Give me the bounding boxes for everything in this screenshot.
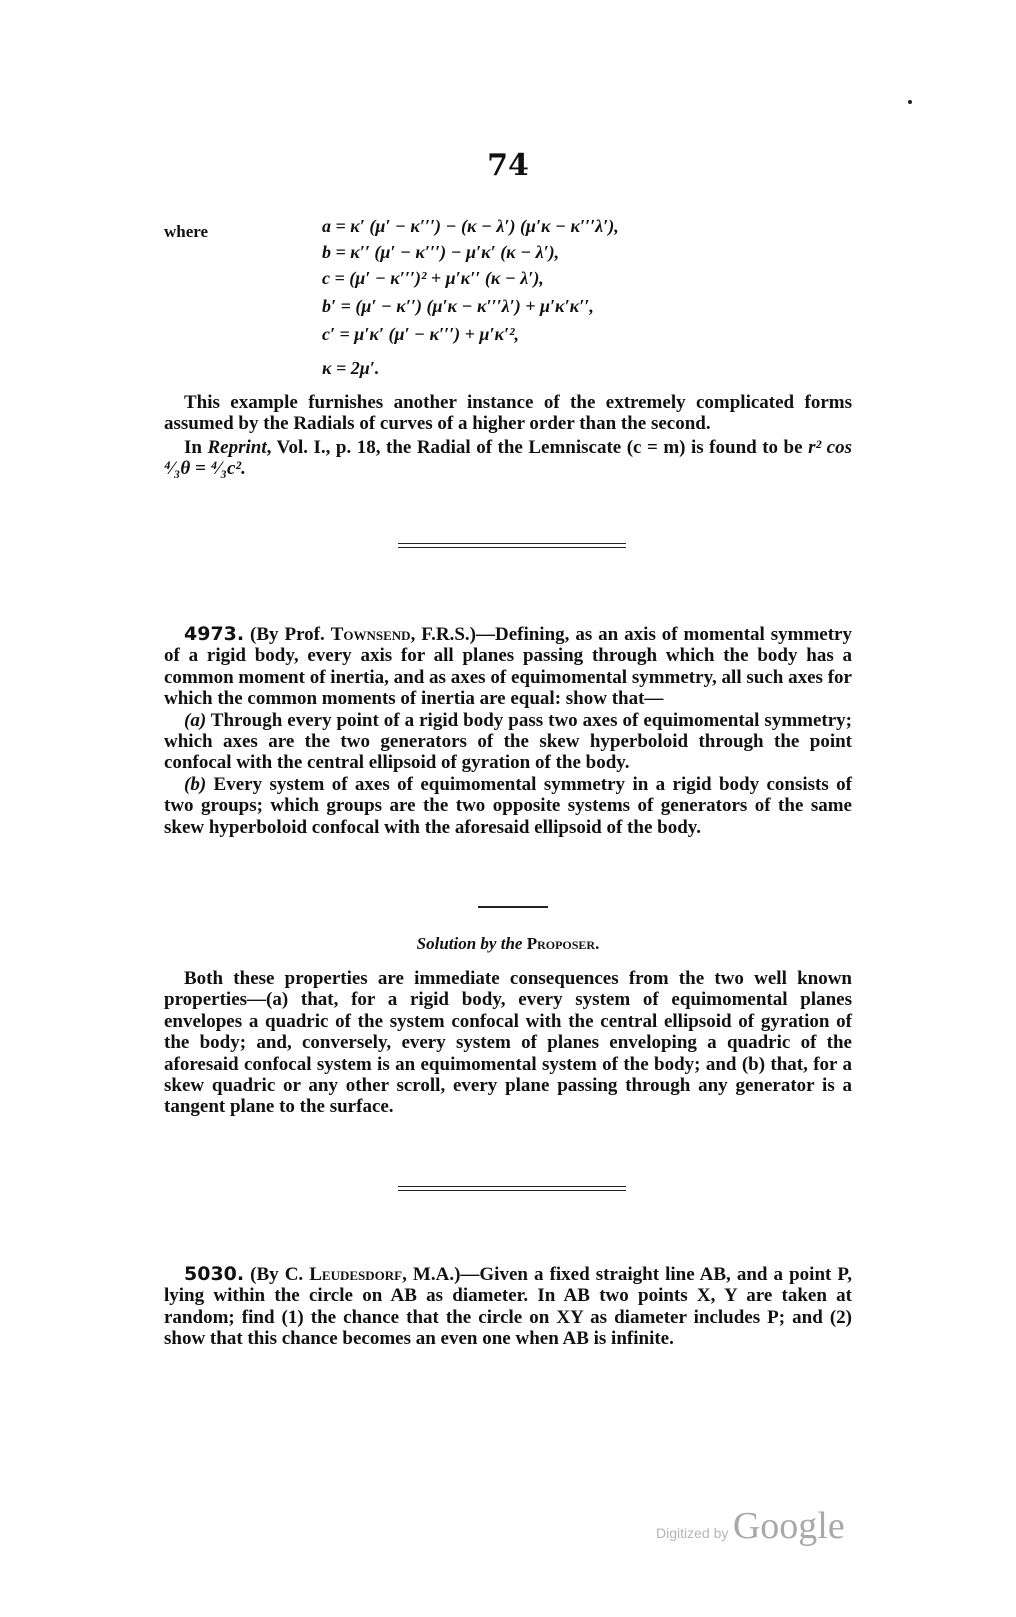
digitized-watermark [656, 1504, 845, 1548]
solution-heading [0, 934, 1016, 954]
equation-b-prime: b′ = (μ′ − κ′′) (μ′κ − κ′′′λ′) + μ′κ′κ′′, [322, 296, 594, 316]
problem-4973-author-open: (By Prof. [244, 624, 331, 645]
problem-5030-text: Given a fixed straight line AB, and a point P, lying within the circle on AB as diameter. In AB two points X, Y are taken at random; find (1) the chance that the circle on XY as diameter includes P; and (2) show that this chance becomes an even one when AB is infinite. [164, 1264, 853, 1350]
equation-c-prime: c′ = μ′κ′ (μ′ − κ′′′) + μ′κ′², [322, 324, 519, 344]
problem-5030-statement [164, 1264, 852, 1350]
watermark-logo: Google [732, 1505, 845, 1547]
problem-5030-author: Leudesdorf [309, 1264, 403, 1285]
solution-paragraph [164, 968, 852, 1118]
watermark-small: Digitized by [656, 1525, 729, 1541]
part-b-text: Every system of axes of equimomental symmetry in a rigid body consists of two groups; which groups are the two opposite systems of generators of the same skew hyperboloid confocal with the aforesaid ellipsoid of the body. [164, 773, 852, 838]
equation-b: b = κ′′ (μ′ − κ′′′) − μ′κ′ (κ − λ′), [322, 242, 560, 262]
equation-a: a = κ′ (μ′ − κ′′′) − (κ − λ′) (μ′κ − κ′′′λ′), [322, 216, 619, 236]
section-divider-2 [398, 1186, 626, 1191]
problem-5030 [164, 1264, 852, 1350]
part-a-text: Through every point of a rigid body pass two axes of equimomental symmetry; which axes are the two generators of the skew hyperboloid through the point confocal with the central ellipsoid of gyration of the body. [164, 709, 852, 774]
solution-text: Both these properties are immediate consequences from the two well known properties—(a) that, for a rigid body, every system of equimomental planes envelopes a quadric of the system confocal with the central ellipsoid of gyration of the body; and, conversely, every system of planes enveloping a quadric of the aforesaid confocal system is an equimomental system of the body; and (b) that, for a skew quadric or any other scroll, every plane passing through any generator is a tangent plane to the surface. [164, 968, 852, 1118]
problem-4973-intro: Defining, as an axis of momental symmetry of a rigid body, every axis for all planes passing through which the body has a common moment of inertia, and as axes of equimomental symmetry, all such axes for which the common moments of inertia are equal: show that— [164, 624, 852, 710]
equation-c: c = (μ′ − κ′′′)² + μ′κ′′ (κ − λ′), [322, 268, 544, 288]
page-number: 74 [487, 148, 529, 183]
part-b-label: (b) [184, 773, 207, 795]
reprint-note [164, 437, 852, 480]
problem-5030-author-close: , M.A.)— [402, 1264, 480, 1285]
problem-4973-author-close: , F.R.S.)— [410, 624, 495, 645]
short-divider [478, 906, 548, 908]
solution-heading-prefix: Solution by the [416, 934, 527, 953]
reprint-prefix: In [184, 436, 208, 458]
problem-4973-part-b [164, 774, 852, 838]
problem-4973 [164, 624, 852, 838]
problem-5030-author-open: (By C. [244, 1264, 310, 1285]
problem-5030-number: 5030. [184, 1263, 245, 1285]
reprint-middle: , Vol. I., p. 18, the Radial of the Lemniscate (c = m) is found to be [266, 436, 809, 458]
solution-heading-name: Proposer. [526, 934, 600, 953]
section-divider-1 [398, 543, 626, 548]
example-paragraph [164, 392, 852, 480]
reprint-title: Reprint [207, 436, 267, 458]
equation-kappa: κ = 2μ′. [322, 358, 380, 378]
problem-4973-number: 4973. [184, 623, 245, 645]
problem-4973-author: Townsend [330, 624, 411, 645]
problem-4973-statement [164, 624, 852, 710]
scan-speck [908, 100, 912, 104]
part-a-label: (a) [184, 709, 207, 731]
where-label: where [164, 222, 209, 241]
example-text: This example furnishes another instance of the extremely complicated forms assumed by the Radials of curves of a higher order than the second. [164, 392, 852, 435]
reprint-formula: r² cos ⁴⁄₃θ = ⁴⁄₃c². [164, 436, 852, 480]
problem-4973-part-a [164, 710, 852, 774]
